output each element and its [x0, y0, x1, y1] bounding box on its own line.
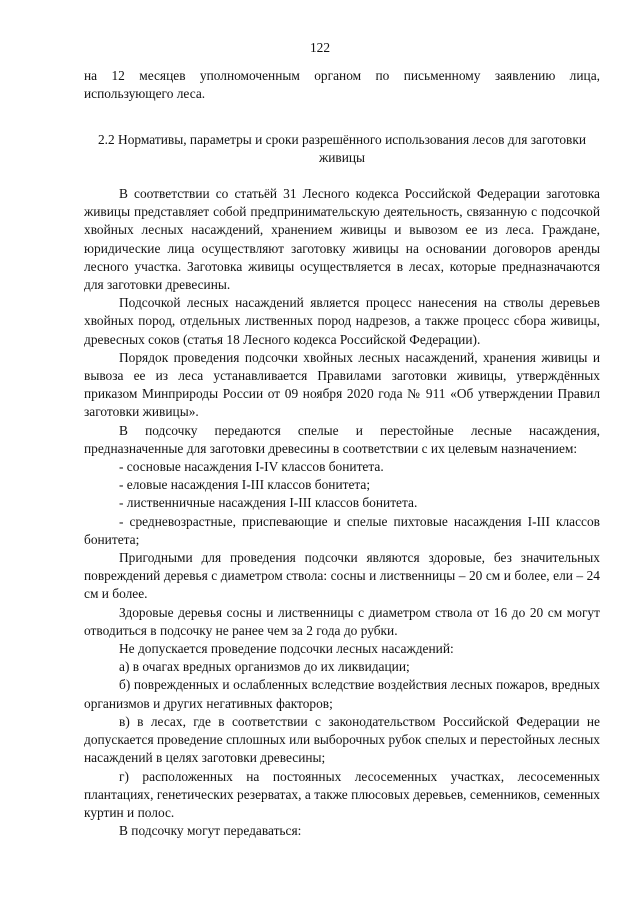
paragraph-podsochka-definition: Подсочкой лесных насаждений является процесс нанесения на стволы деревьев хвойных пород, отдельных лиственных пород надрезов, а также процесс сбора живицы, древесных соков (статья 18 Лесного кодекса Российской Федерации). [84, 295, 600, 347]
paragraph-suitable-trees: Пригодными для проведения подсочки являются здоровые, без значительных повреждений деревья с диаметром ствола: сосны и лиственницы – 20 см и более, ели – 24 см и более. [84, 550, 600, 602]
section-heading: 2.2 Нормативы, параметры и сроки разрешённого использования лесов для заготовки живицы [97, 132, 587, 166]
list-item-spruce: - еловые насаждения I-III классов бонитета; [119, 477, 371, 493]
continuation-paragraph: на 12 месяцев уполномоченным органом по письменному заявлению лица, использующего леса. [84, 68, 600, 102]
list-item-pine: - сосновые насаждения I-IV классов бонитета. [119, 459, 384, 475]
list-item-v: в) в лесах, где в соответствии с законодательством Российской Федерации не допускается проведение сплошных или выборочных рубок спелых и перестойных лесных насаждений в целях заготовки древесины; [84, 713, 600, 766]
list-item-b: б) поврежденных и ослабленных вследствие воздействия лесных пожаров, вредных организмов и других негативных факторов; [84, 677, 600, 711]
paragraph-article-31: В соответствии со статьёй 31 Лесного кодекса Российской Федерации заготовка живицы представляет собой предпринимательскую деятельность, связанную с подсочкой хвойных лесных насаждений, хранением живицы и вывозом ее из леса. Граждане, юридические лица осуществляют заготовку живицы на основании договоров аренды лесного участка. Заготовка живицы осуществляется в лесах, которые предназначаются для заготовки древесины. [84, 186, 600, 293]
list-item-fir: - средневозрастные, приспевающие и спелые пихтовые насаждения I-III классов бонитета; [84, 513, 600, 547]
page-number: 122 [309, 40, 331, 55]
paragraph-rules-order: Порядок проведения подсочки хвойных лесных насаждений, хранения живицы и вывоза ее из леса устанавливается Правилами заготовки живицы, утверждённых приказом Минприроды России от 09 ноября 2020 года № 911 «Об утверждении Правил заготовки живицы». [84, 349, 600, 420]
paragraph-may-transfer: В подсочку могут передаваться: [119, 823, 302, 839]
section-heading-block [84, 131, 600, 167]
list-item-g: г) расположенных на постоянных лесосеменных участках, лесосеменных плантациях, генетических резерватах, а также плюсовых деревьев, семенников, семенных куртин и полос. [84, 768, 600, 820]
paragraph-not-allowed: Не допускается проведение подсочки лесных насаждений: [119, 641, 454, 657]
paragraph-healthy-trees: Здоровые деревья сосны и лиственницы с диаметром ствола от 16 до 20 см могут отводиться в подсочку не ранее чем за 2 года до рубки. [84, 604, 600, 638]
list-item-larch: - лиственничные насаждения I-III классов бонитета. [119, 495, 418, 511]
paragraph-transfer-stands: В подсочку передаются спелые и перестойные лесные насаждения, предназначенные для заготовки древесины в соответствии с их целевым назначением: [84, 422, 600, 456]
list-item-a: а) в очагах вредных организмов до их ликвидации; [119, 659, 410, 675]
continuation-text-block [84, 67, 600, 103]
body-text [84, 185, 600, 840]
